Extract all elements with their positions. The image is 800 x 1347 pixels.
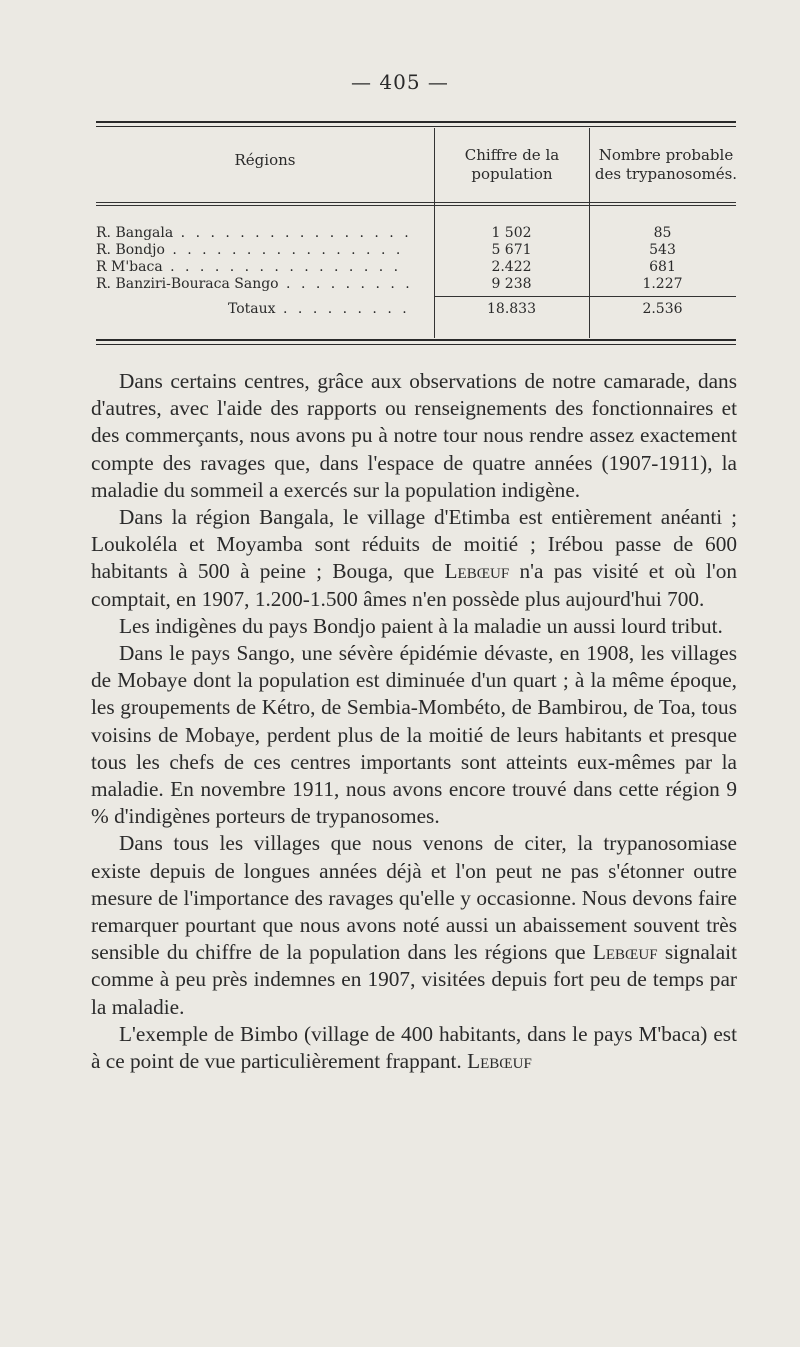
row-region: R. Bangala	[96, 225, 174, 241]
row-population: 2.422	[491, 259, 532, 275]
paragraph: Dans certains centres, grâce aux observations de notre camarade, dans d'autres, avec l'aide des rapports ou renseignements des fonctionnaires et des commerçants, nous avons pu à notre tour nous rendre assez exactement compte des ravages que, dans l'espace de quatre années (1907-1911), la maladie du sommeil a exercés sur la population indigène.	[91, 369, 737, 502]
row-population: 1 502	[491, 225, 532, 241]
paragraph: Dans la région Bangala, le village d'Etimba est entièrement anéanti ; Loukoléla et Moyamba sont réduits de moitié ; Irébou passe de 600 habitants à 500 à peine ; Bouga, que Lebœuf n'a pas visité et où l'on comptait, en 1907, 1.200-1.500 âmes n'en possède plus aujourd'hui 700.	[91, 505, 737, 611]
totals-trypanosomes: 2.536	[642, 301, 683, 317]
row-region: R. Banziri-Bouraca Sango	[96, 276, 279, 292]
totals-population: 18.833	[487, 301, 536, 317]
body-text	[91, 368, 737, 1075]
population-table	[96, 118, 736, 346]
row-region: R M'baca	[96, 259, 163, 275]
row-population: 9 238	[491, 276, 532, 292]
paragraph: Dans le pays Sango, une sévère épidémie dévaste, en 1908, les villages de Mobaye dont la population est diminuée d'un quart ; à la même époque, les groupements de Kétro, de Sembia-Mombéto, de Bambirou, de Toa, tous voisins de Mobaye, perdent plus de la moitié de leurs habitants et presque tous les chefs de ces centres importants sont atteints eux-mêmes par la maladie. En novembre 1911, nous avons encore trouvé dans cette région 9 % d'indigènes porteurs de trypanosomes.	[91, 641, 737, 829]
table-bottom-rule	[96, 339, 736, 341]
header-population: Chiffre de la population	[464, 146, 560, 183]
row-trypanosomes: 1.227	[642, 276, 683, 292]
table-bottom-rule-secondary	[96, 344, 736, 345]
author-name: Lebœuf	[467, 1049, 532, 1074]
row-trypanosomes: 681	[649, 259, 676, 275]
totals-divider	[434, 296, 736, 297]
row-trypanosomes: 543	[649, 242, 676, 258]
paragraph: L'exemple de Bimbo (village de 400 habitants, dans le pays M'baca) est à ce point de vue particulièrement frappant. Lebœuf	[91, 1021, 737, 1074]
table-row: R. Banziri-Bouraca Sango . . . . . . . . .	[96, 276, 413, 292]
paragraph: Dans tous les villages que nous venons de citer, la trypanosomiase existe depuis de longues années déjà et l'on peut ne pas s'étonner outre mesure de l'importance des ravages qu'elle y occasionne. Nous devons faire remarquer pourtant que nous avons noté aussi un abaissement souvent très sensible du chiffre de la population dans les régions que Lebœuf signalait comme à peu près indemnes en 1907, visitées depuis fort peu de temps par la maladie.	[91, 831, 738, 1019]
totals-row: Totaux . . . . . . . . .	[228, 301, 410, 317]
header-regions: Régions	[234, 151, 296, 169]
header-divider-secondary	[96, 205, 736, 206]
header-trypanosomes: Nombre probable des trypanosomés.	[594, 146, 738, 183]
author-name: Lebœuf	[592, 940, 658, 965]
table-row: R. Bondjo . . . . . . . . . . . . . . . .	[96, 242, 404, 258]
table-row: R. Bangala . . . . . . . . . . . . . . . .	[96, 225, 412, 241]
row-trypanosomes: 85	[653, 225, 672, 241]
row-population: 5 671	[491, 242, 532, 258]
paragraph: Les indigènes du pays Bondjo paient à la maladie un aussi lourd tribut.	[119, 613, 723, 638]
header-divider	[96, 202, 736, 203]
row-region: R. Bondjo	[96, 242, 165, 258]
table-row: R M'baca . . . . . . . . . . . . . . . .	[96, 259, 402, 275]
page-number: — 405 —	[351, 70, 449, 94]
totals-label: Totaux	[228, 301, 276, 317]
author-name: Lebœuf	[444, 559, 510, 584]
